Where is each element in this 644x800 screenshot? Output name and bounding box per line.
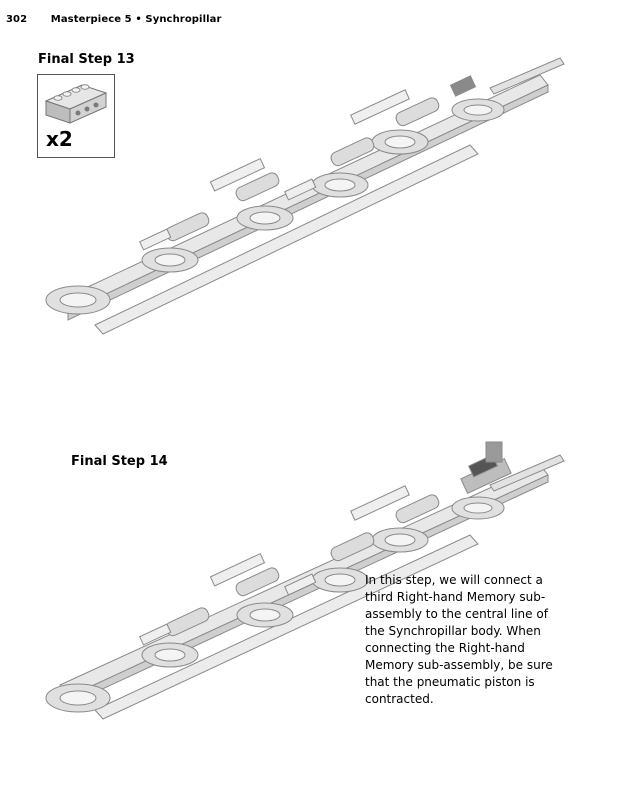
page-number: 302: [6, 14, 28, 25]
part-quantity: x2: [46, 127, 73, 151]
step-13-title: Final Step 13: [38, 52, 135, 67]
step-13-model-illustration: [0, 50, 644, 380]
step-14-title: Final Step 14: [71, 454, 168, 469]
running-title: Masterpiece 5 • Synchropillar: [50, 14, 222, 25]
step-14-description: In this step, we will connect a third Right-hand Memory sub-assembly to the central line of the Synchropillar body. When connecting the Right-hand Memory sub-assembly, be sure that the pneumatic piston is contracted.: [365, 573, 553, 706]
running-header: [6, 14, 222, 25]
